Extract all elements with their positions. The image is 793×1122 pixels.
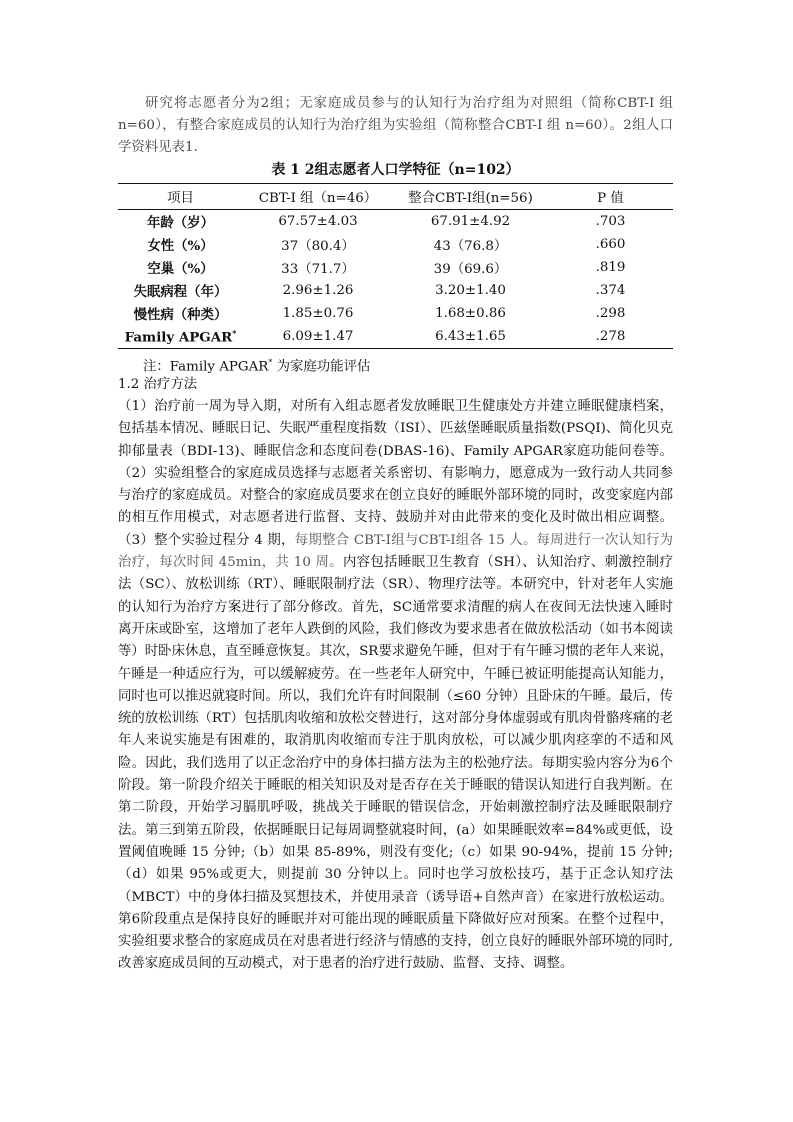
row-label xyxy=(118,325,243,349)
header-item: 项目 xyxy=(118,184,243,210)
cell-cbt: 6.09±1.47 xyxy=(243,325,393,349)
cell-p: .298 xyxy=(595,306,626,321)
table-row xyxy=(118,233,673,256)
note-suffix: 为家庭功能评估 xyxy=(272,359,371,375)
cell-integrated: 3.20±1.40 xyxy=(435,283,506,298)
intro-text xyxy=(118,93,673,159)
table-row xyxy=(118,302,673,325)
cell-integrated: 43（76.8） xyxy=(433,239,508,254)
cell-integrated: 39（69.6） xyxy=(433,262,508,277)
row-label: 女性（%） xyxy=(147,238,214,254)
cell-cbt: 2.96±1.26 xyxy=(282,283,354,298)
row-label: 空巢（%） xyxy=(147,261,214,277)
row-label: 年龄（岁） xyxy=(147,215,214,231)
table-row xyxy=(118,279,673,302)
cell-cbt: 37（80.4） xyxy=(281,239,355,254)
table-caption: 表 1 2组志愿者人口学特征（n=102） xyxy=(271,162,520,178)
row-label-text: Family APGAR xyxy=(124,329,233,346)
table-header-row xyxy=(118,184,673,210)
cell-integrated: 1.68±0.86 xyxy=(435,306,506,321)
table-row xyxy=(118,210,673,234)
cell-cbt: 67.57±4.03 xyxy=(278,214,358,229)
header-p-value: P 值 xyxy=(548,184,673,210)
section-heading: 1.2 治疗方法 xyxy=(118,377,198,392)
row-label: 失眠病程（年） xyxy=(133,284,228,300)
header-integrated-group: 整合CBT-I组(n=56) xyxy=(393,184,548,210)
intro-paragraph: 研究将志愿者分为2组；无家庭成员参与的认知行为治疗组为对照组（简称CBT-I 组 n=60），有整合家庭成员的认知行为治疗组为实验组（简称整合CBT-I 组 n=60）。2组人口学资料见表1. xyxy=(118,96,673,155)
row-label: 慢性病（种类） xyxy=(133,307,228,323)
table-row xyxy=(118,256,673,279)
cell-cbt: 33（71.7） xyxy=(281,262,355,277)
cell-p: .660 xyxy=(595,237,626,252)
body-part-b: 每期整合 CBT-I组与CBT-I组各 15 人。每周进行一次认知行为治疗，每次时间 45min，共 10 周。 xyxy=(118,532,673,571)
body-text xyxy=(118,396,673,976)
body-part-a: （1）治疗前一周为导入期，对所有入组志愿者发放睡眠卫生健康处方并建立睡眠健康档案，包括基本情况、睡眠日记、失眠严重程度指数（ISI）、匹兹堡睡眠质量指数(PSQI)、简化贝克抑郁量表（BDI-13)、睡眠信念和态度问卷(DBAS-16)、Family APGAR家庭功能问卷等。（2）实验组整合的家庭成员选择与志愿者关系密切、有影响力，愿意成为一致行动人共同参与治疗的家庭成员。对整合的家庭成员要求在创立良好的睡眠外部环境的同时，改变家庭内部的相互作用模式，对志愿者进行监督、支持、鼓励并对由此带来的变化及时做出相应调整。（3）整个实验过程分 4 期， xyxy=(118,399,673,548)
body-paragraph xyxy=(118,396,673,976)
note-sup: * xyxy=(268,358,273,367)
body-part-c: 内容包括睡眠卫生教育（SH）、认知治疗、刺激控制疗法（SC）、放松训练（RT）、睡眠限制疗法（SR）、物理疗法等。本研究中，针对老年人实施的认知行为治疗方案进行了部分修改。首先，SC通常要求清醒的病人在夜间无法快速入睡时离开床或卧室，这增加了老年人跌倒的风险，我们修改为要求患者在做放松活动（如书本阅读等）时卧床休息，直至睡意恢复。其次，SR要求避免午睡，但对于有午睡习惯的老年人来说，午睡是一种适应行为，可以缓解疲劳。在一些老年人研究中，午睡已被证明能提高认知能力，同时也可以推迟就寝时间。所以，我们允许有时间限制（≤60 分钟）且卧床的午睡。最后，传统的放松训练（RT）包括肌肉收缩和放松交替进行，这对部分身体虚弱或有肌肉骨骼疼痛的老年人来说实施是有困难的，取消肌肉收缩而专注于肌肉放松，可以减少肌肉痉挛的不适和风险。因此，我们选用了以正念治疗中的身体扫描方法为主的松弛疗法。每期实验内容分为6个阶段。第一阶段介绍关于睡眠的相关知识及对是否存在关于睡眠的错误认知进行自我判断。在第二阶段，开始学习膈肌呼吸，挑战关于睡眠的错误信念，开始刺激控制疗法及睡眠限制疗法。第三到第五阶段，依据睡眠日记每周调整就寝时间，(a）如果睡眠效率=84%或更低，设置阈值晚睡 15 分钟;（b）如果 85-89%，则没有变化;（c）如果 90-94%，提前 15 分钟;（d）如果 95%或更大，则提前 30 分钟以上。同时也学习放松技巧，基于正念认知疗法（MBCT）中的身体扫描及冥想技术，并使用录音（诱导语+自然声音）在家进行放松运动。第6阶段重点是保持良好的睡眠并对可能出现的睡眠质量下降做好应对预案。在整个过程中，实验组要求整合的家庭成员在对患者进行经济与情感的支持，创立良好的睡眠外部环境的同时,改善家庭成员间的互动模式，对于患者的治疗进行鼓励、监督、支持、调整。 xyxy=(118,555,674,972)
cell-integrated: 67.91±4.92 xyxy=(430,214,511,229)
table-row xyxy=(118,325,673,349)
demographics-table xyxy=(118,183,673,349)
cell-p: .819 xyxy=(595,260,626,275)
cell-p: .278 xyxy=(548,325,673,349)
note-prefix: 注：Family APGAR xyxy=(143,359,269,375)
cell-p: .703 xyxy=(595,214,626,229)
row-label-sup: * xyxy=(232,327,237,338)
cell-p: .374 xyxy=(595,283,626,298)
cell-cbt: 1.85±0.76 xyxy=(282,306,354,321)
cell-integrated: 6.43±1.65 xyxy=(393,325,548,349)
header-cbt-group: CBT-I 组（n=46） xyxy=(243,184,393,210)
